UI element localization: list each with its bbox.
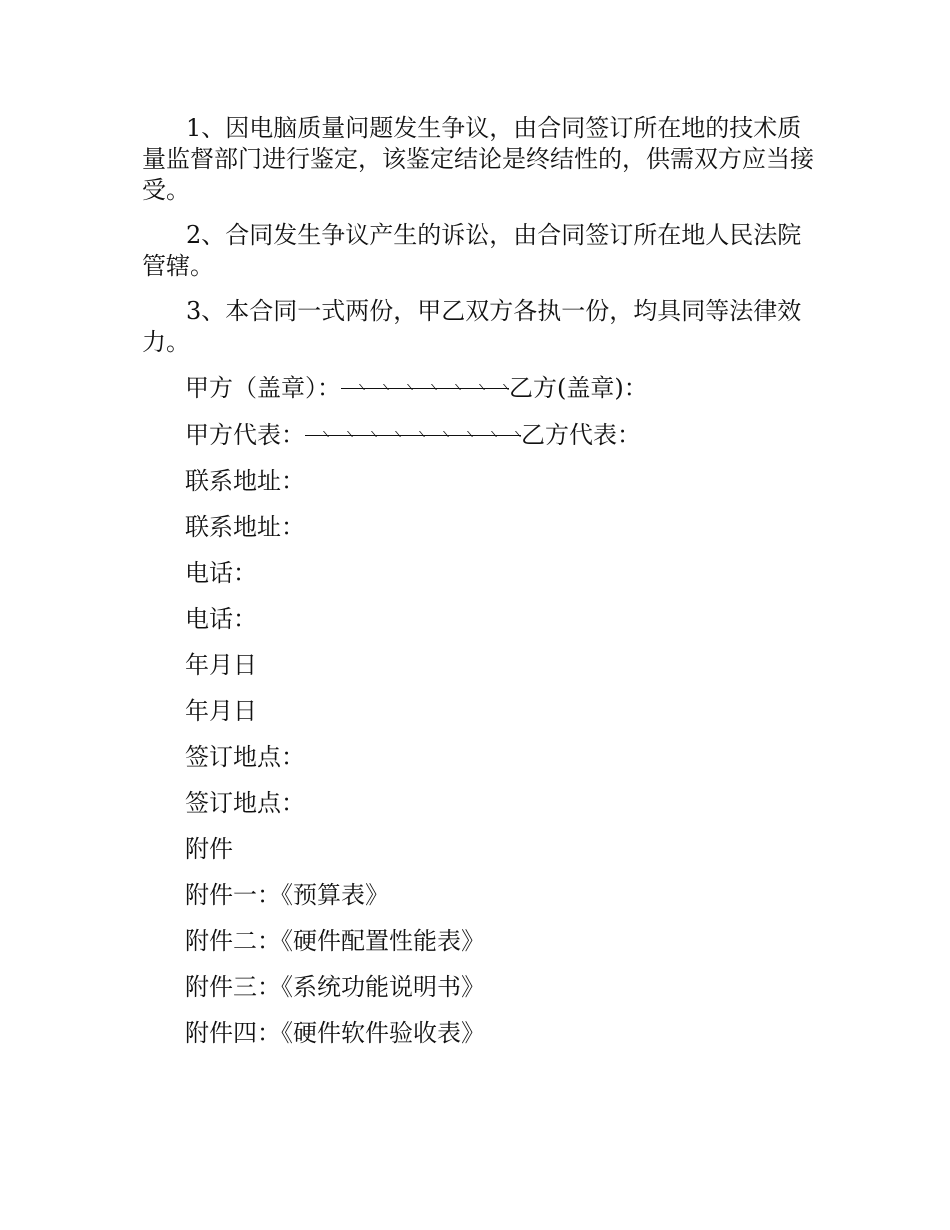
phone-b-label: 电话： [185, 605, 257, 633]
tab-arrow-icon [485, 382, 509, 394]
tab-arrow-icon [425, 429, 449, 441]
address-b-label: 联系地址： [185, 513, 305, 541]
tab-arrow-icon [341, 382, 365, 394]
tab-arrows [341, 378, 509, 398]
tab-arrow-icon [377, 429, 401, 441]
tab-arrow-icon [497, 429, 521, 441]
date-b-label: 年月日 [185, 697, 257, 725]
place-a-label: 签订地点： [185, 743, 305, 771]
party-a-rep-label: 甲方代表： [185, 421, 305, 449]
phone-a-label: 电话： [185, 559, 257, 587]
tab-arrow-icon [401, 429, 425, 441]
date-a-label: 年月日 [185, 651, 257, 679]
tab-arrow-icon [413, 382, 437, 394]
attachment-item: 附件四：《硬件软件验收表》 [185, 1019, 485, 1047]
place-b-label: 签订地点： [185, 789, 305, 817]
clause-2: 2、合同发生争议产生的诉讼，由合同签订所在地人民法院管辖。 [142, 221, 802, 280]
seal-line [185, 373, 648, 403]
tab-arrow-icon [449, 429, 473, 441]
attachments-heading: 附件 [185, 835, 233, 863]
tab-arrow-icon [437, 382, 461, 394]
clause-1: 1、因电脑质量问题发生争议，由合同签订所在地的技术质量监督部门进行鉴定，该鉴定结论是终结性的，供需双方应当接受。 [142, 114, 814, 204]
tab-arrow-icon [353, 429, 377, 441]
tab-arrow-icon [329, 429, 353, 441]
party-b-seal-label: 乙方(盖章)： [509, 374, 648, 402]
tab-arrows [305, 425, 521, 445]
attachment-item: 附件三：《系统功能说明书》 [185, 973, 485, 1001]
clause-3: 3、本合同一式两份，甲乙双方各执一份，均具同等法律效力。 [142, 297, 802, 356]
party-b-rep-label: 乙方代表： [521, 421, 641, 449]
tab-arrow-icon [305, 429, 329, 441]
tab-arrow-icon [389, 382, 413, 394]
attachment-item: 附件二：《硬件配置性能表》 [185, 927, 485, 955]
tab-arrow-icon [365, 382, 389, 394]
attachment-item: 附件一：《预算表》 [185, 881, 389, 909]
representative-line [185, 420, 641, 450]
address-a-label: 联系地址： [185, 467, 305, 495]
party-a-seal-label: 甲方（盖章）： [185, 374, 341, 402]
tab-arrow-icon [461, 382, 485, 394]
tab-arrow-icon [473, 429, 497, 441]
